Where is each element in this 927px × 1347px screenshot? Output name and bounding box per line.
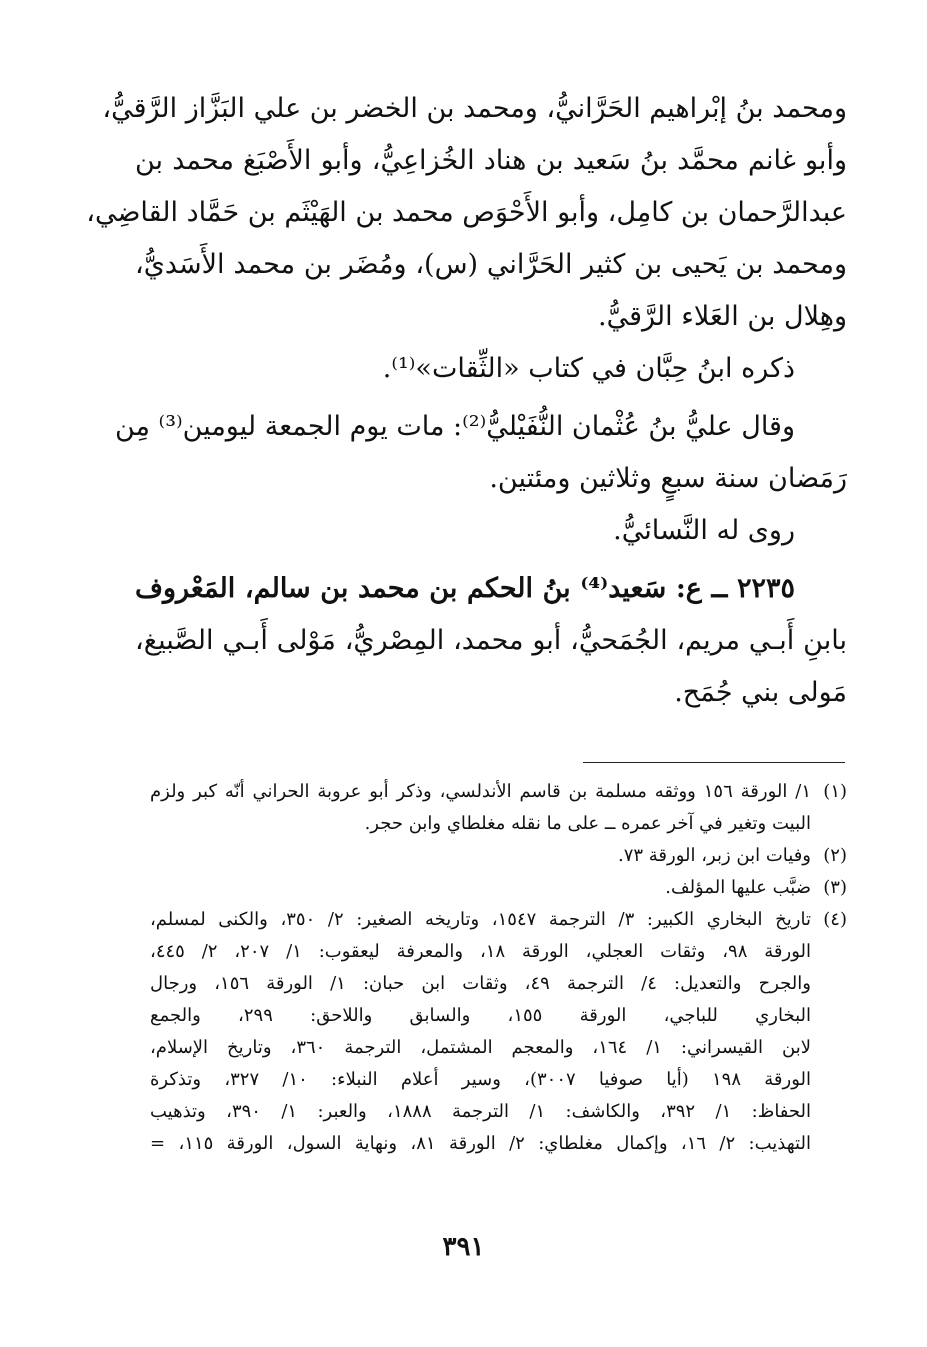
footnote-text: البيت وتغير في آخر عمره ــ على ما نقله مغلطاي وابن حجر. [364, 813, 811, 834]
footnote-text: لابن القيسراني: ١/ ١٦٤، والمعجم المشتمل، الترجمة ٣٦٠، وتاريخ الإسلام، [150, 1037, 811, 1058]
footnote-text: البخاري للباجي، الورقة ١٥٥، والسابق واللاحق: ٢٩٩، والجمع [150, 1005, 811, 1026]
text-line: وقال عليُّ بنُ عُثْمان النُّفَيْليُّ⁽²⁾: مات يوم الجمعة ليومين⁽³⁾ مِن [114, 411, 795, 442]
footnote-text: الورقة ٩٨، وثقات العجلي، الورقة ١٨، والمعرفة ليعقوب: ١/ ٢٠٧، ٢/ ٤٤٥، [150, 941, 811, 962]
footnote-text: والجرح والتعديل: ٤/ الترجمة ٤٩، وثقات ابن حبان: ١/ الورقة ١٥٦، ورجال [150, 973, 811, 994]
footnote-2 [150, 840, 847, 872]
page-number: ٣٩١ [442, 1232, 485, 1262]
footnote-number: (٣) [823, 877, 847, 898]
text-line: عبدالرَّحمان بن كامِل، وأبو الأَحْوَص محمد بن الهَيْثَم بن حَمَّاد القاضِي، [86, 197, 847, 228]
footnote-number: (٤) [823, 909, 847, 930]
footnote-text: وفيات ابن زبر، الورقة ٧٣. [617, 845, 811, 866]
text-line: بابنِ أَبـي مريم، الجُمَحيُّ، أبو محمد، المِصْريُّ، مَوْلى أَبـي الصَّبيغ، [135, 625, 847, 656]
footnote-text: التهذيب: ٢/ ١٦، وإكمال مغلطاي: ٢/ الورقة ٨١، ونهاية السول، الورقة ١١٥، = [150, 1133, 811, 1154]
text-line: مَولى بني جُمَح. [674, 677, 847, 708]
paragraph-ibn-hibban [135, 352, 847, 404]
paragraph-narrators [86, 92, 847, 352]
text-line: رَمَضان سنة سبعٍ وثلاثين ومئتين. [489, 463, 847, 494]
text-line: ومحمد بن يَحيى بن كثير الحَرَّاني (س)، ومُضَر بن محمد الأَسَديُّ، [135, 249, 847, 280]
text-line: روى له النَّسائيُّ. [613, 515, 795, 546]
footnote-text: ١/ الورقة ١٥٦ ووثقه مسلمة بن قاسم الأندلسي، وذكر أبو عروبة الحراني أنّه كبر ولزم [150, 781, 812, 802]
footnote-number: (٢) [823, 845, 847, 866]
footnote-text: الحفاظ: ١/ ٣٩٢، والكاشف: ١/ الترجمة ١٨٨٨، والعبر: ١/ ٣٩٠، وتذهيب [150, 1101, 812, 1122]
footnotes [150, 776, 847, 1160]
text-line: ذكره ابنُ حِبَّان في كتاب «الثِّقات»⁽¹⁾. [382, 353, 795, 384]
entry-2235 [135, 572, 847, 728]
text-line: وأبو غانم محمَّد بنُ سَعيد بن هناد الخُزاعِيُّ، وأبو الأَصْبَغ محمد بن [135, 145, 847, 176]
main-text [86, 92, 847, 728]
footnote-text: الورقة ١٩٨ (أيا صوفيا ٣٠٠٧)، وسير أعلام النبلاء: ١٠/ ٣٢٧، وتذكرة [150, 1069, 811, 1090]
footnote-text: تاريخ البخاري الكبير: ٣/ الترجمة ١٥٤٧، وتاريخه الصغير: ٢/ ٣٥٠، والكنى لمسلم، [150, 909, 811, 930]
paragraph-death-date [114, 410, 847, 514]
footnote-number: (١) [823, 781, 848, 802]
footnote-3 [150, 872, 847, 904]
entry-heading-line: ٢٢٣٥ ــ ع: سَعيد⁽⁴⁾ بنُ الحكم بن محمد بن سالم، المَعْروف [135, 573, 795, 604]
footnote-4 [150, 904, 847, 1160]
footnote-separator [583, 762, 845, 763]
paragraph-nasai [135, 514, 847, 566]
footnote-1 [150, 776, 847, 840]
text-line: وهِلال بن العَلاء الرَّقيُّ. [598, 301, 847, 332]
text-line: ومحمد بنُ إبْراهيم الحَرَّانيُّ، ومحمد بن الخضر بن علي البَزَّاز الرَّقيُّ، [102, 93, 847, 124]
footnote-text: ضبَّب عليها المؤلف. [665, 877, 811, 898]
